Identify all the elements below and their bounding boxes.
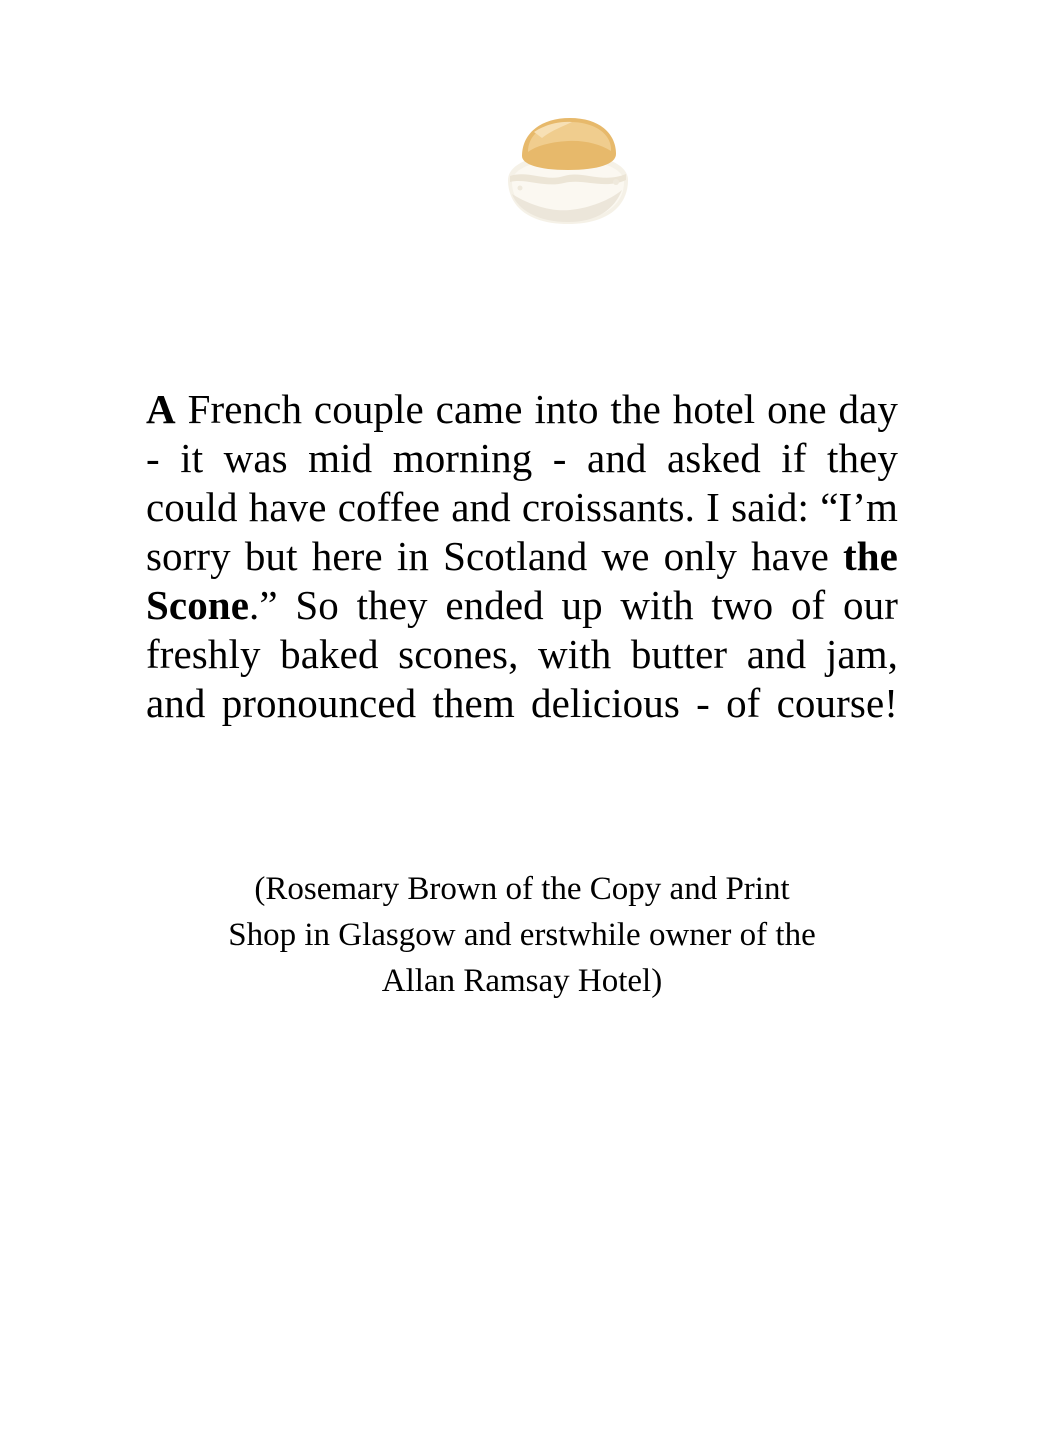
- story-dropcap: A: [146, 386, 176, 432]
- attribution-line-2: Shop in Glasgow and erstwhile owner of the: [228, 917, 816, 953]
- story-text-part-2: .” So they ended up with two of our freshly baked scones, with butter and jam, and pronounced them delicious - of course!: [146, 582, 898, 726]
- scone-figure: [40, 108, 1056, 238]
- scone-photo: [498, 108, 638, 233]
- story-bold-phrase: the Scone: [146, 533, 898, 628]
- attribution-line-1: (Rosemary Brown of the Copy and Print: [254, 871, 790, 907]
- story-paragraph: [146, 385, 898, 777]
- attribution: [150, 866, 894, 1004]
- attribution-line-3: Allan Ramsay Hotel): [381, 963, 663, 999]
- story-text-part-1: French couple came into the hotel one day - it was mid morning - and asked if they could have coffee and croissants. I said: “I’m sorry but here in Scotland we only have: [146, 386, 898, 579]
